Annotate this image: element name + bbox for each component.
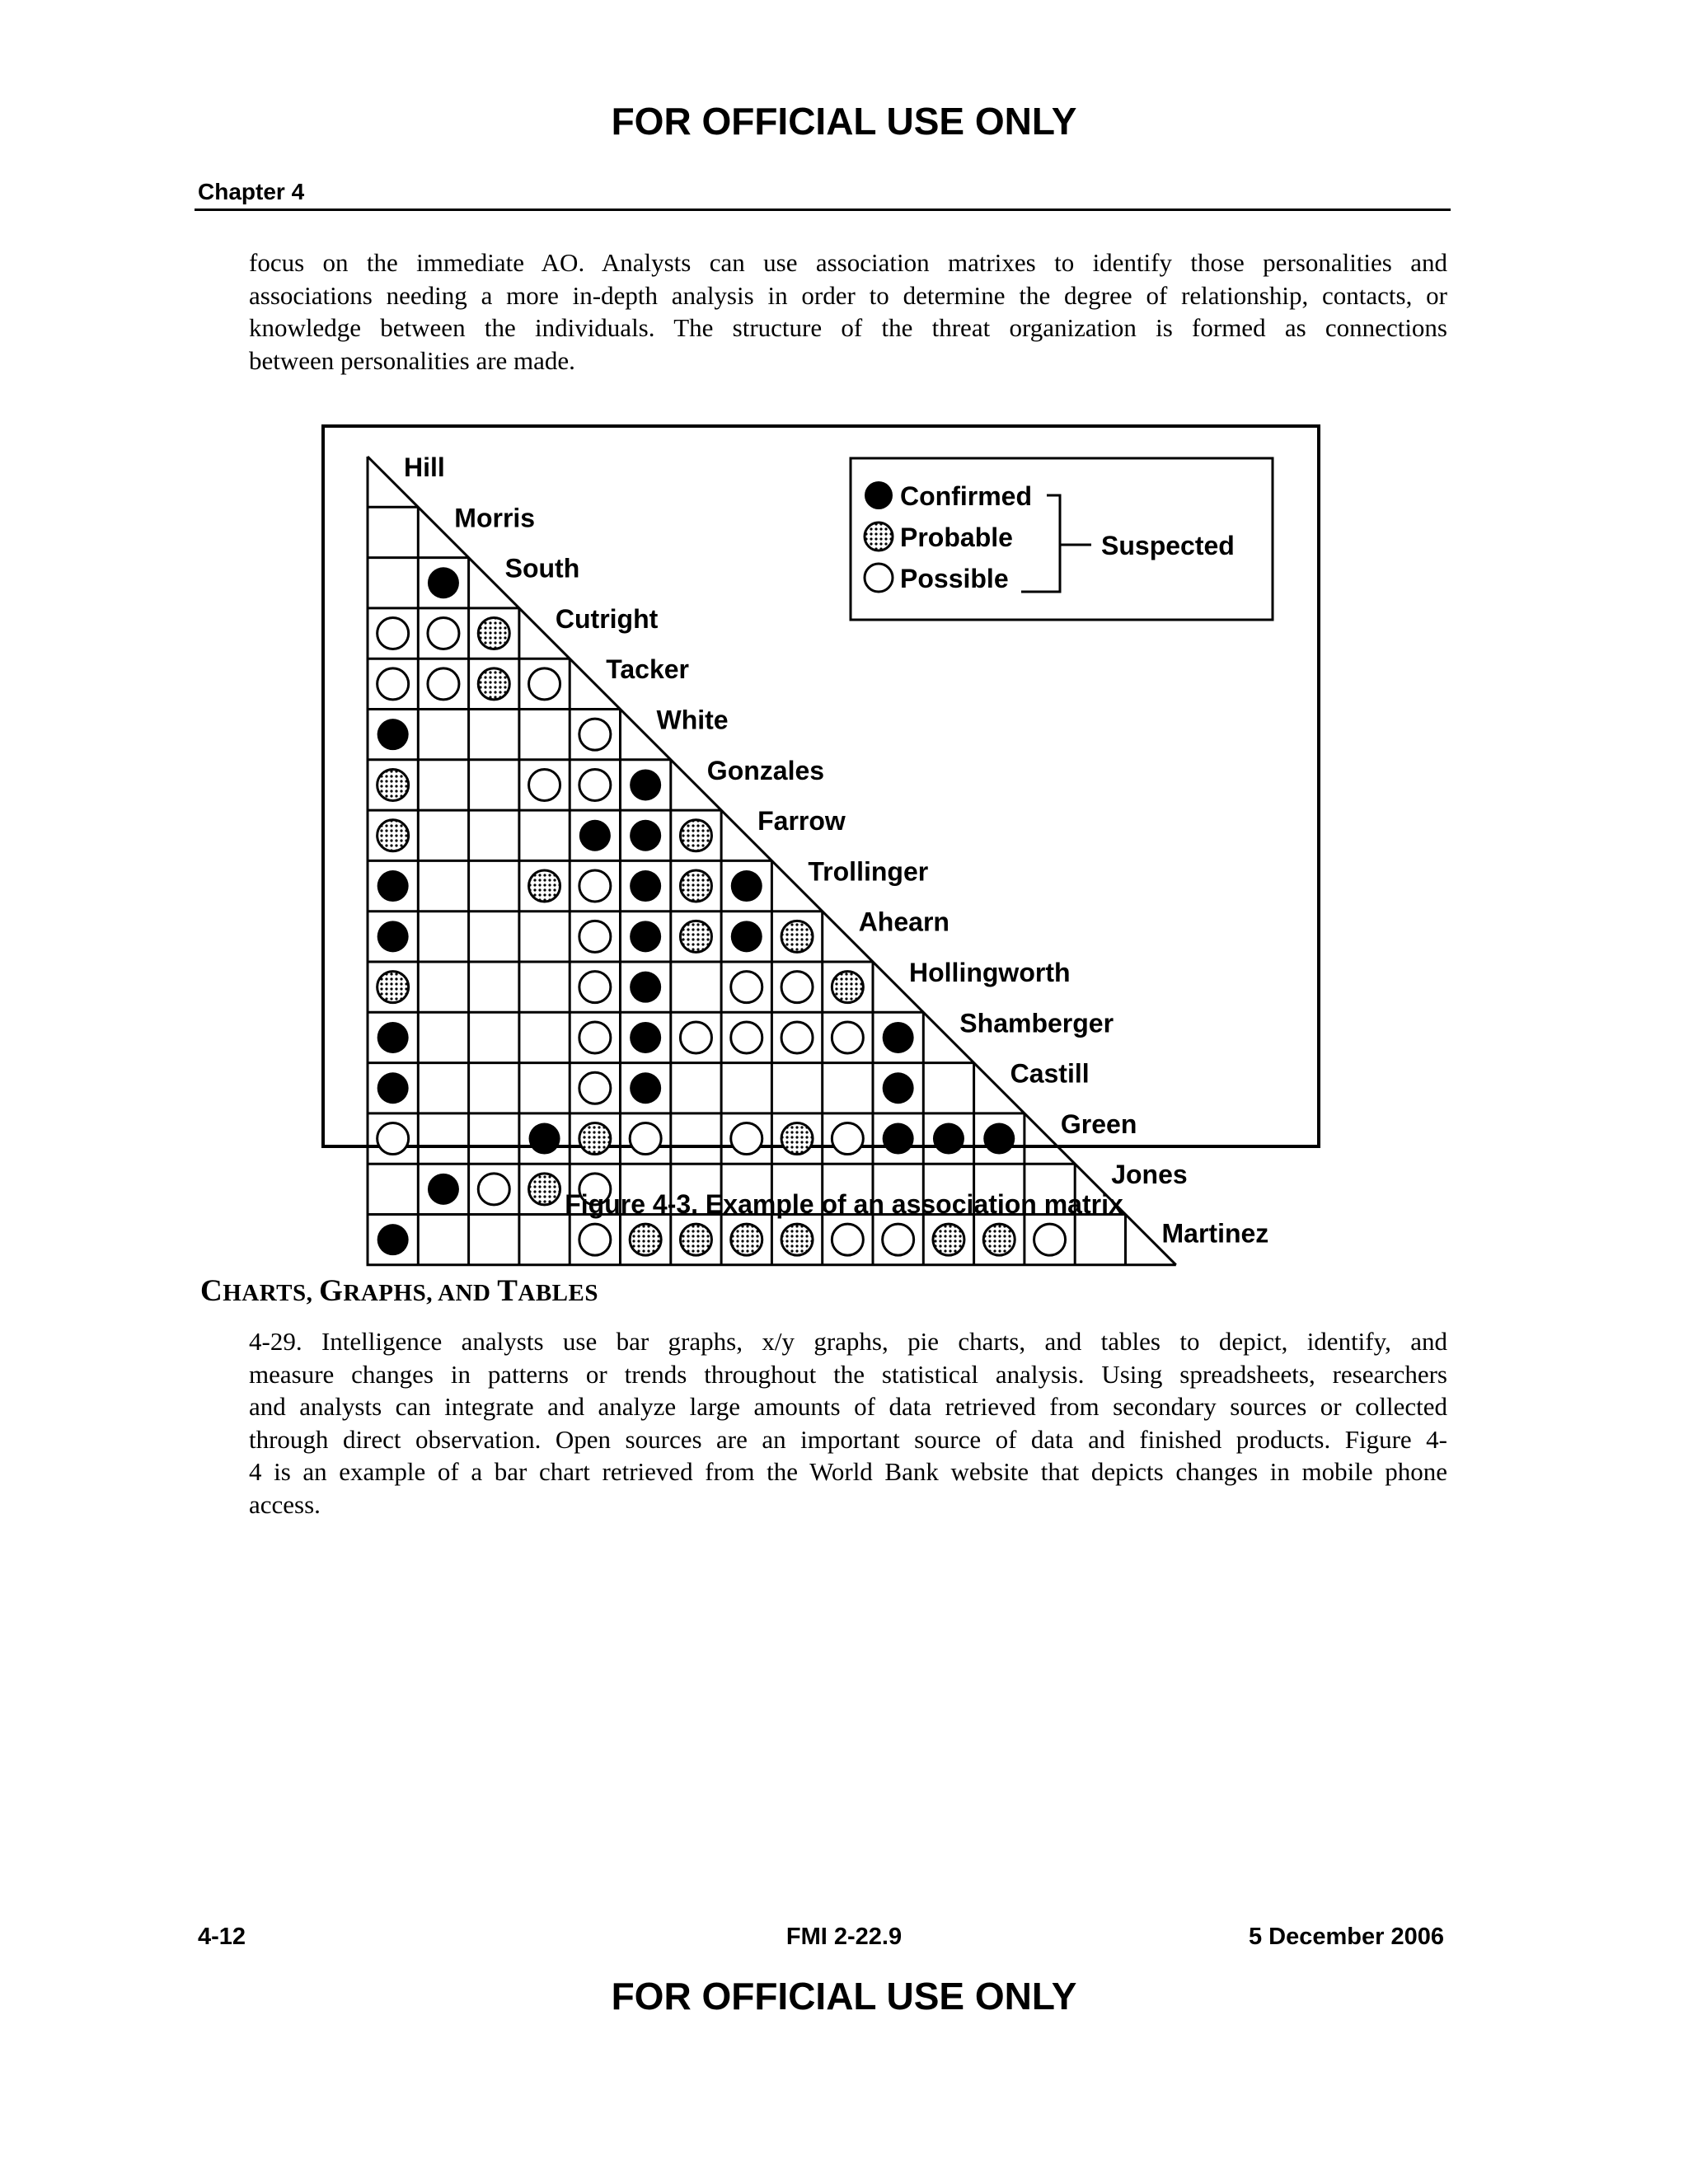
paragraph-line: access. — [249, 1489, 321, 1519]
legend-probable: Probable — [900, 523, 1013, 552]
possible-icon — [781, 1022, 813, 1053]
matrix-name-label: Jones — [1111, 1160, 1188, 1190]
confirmed-icon — [865, 481, 893, 509]
classification-banner-bottom: FOR OFFICIAL USE ONLY — [611, 1975, 1077, 2018]
matrix-name-label: Farrow — [757, 806, 846, 837]
possible-icon — [680, 1022, 711, 1053]
confirmed-icon — [983, 1123, 1015, 1155]
confirmed-icon — [630, 769, 661, 800]
confirmed-icon — [731, 870, 762, 902]
confirmed-icon — [377, 1072, 409, 1104]
possible-icon — [1034, 1224, 1066, 1255]
confirmed-icon — [377, 719, 409, 750]
confirmed-icon — [529, 1123, 560, 1155]
confirmed-icon — [428, 567, 459, 598]
probable-icon — [478, 618, 509, 649]
legend — [851, 458, 1273, 620]
footer-date: 5 December 2006 — [1249, 1924, 1444, 1950]
possible-icon — [832, 1224, 863, 1255]
matrix-name-label: Green — [1060, 1108, 1137, 1139]
probable-icon — [933, 1224, 964, 1255]
paragraph-line: 4-29. Intelligence analysts use bar graphs, x/y graphs, pie charts, and tables to depict, identify, and — [249, 1327, 1447, 1356]
probable-icon — [377, 820, 409, 851]
confirmed-icon — [630, 972, 661, 1003]
possible-icon — [377, 1123, 409, 1155]
probable-icon — [983, 1224, 1015, 1255]
probable-icon — [781, 1123, 813, 1155]
probable-icon — [680, 1224, 711, 1255]
paragraph-line: and analysts can integrate and analyze large amounts of data retrieved from secondary sources or collected — [249, 1392, 1447, 1421]
matrix-name-label: Hollingworth — [909, 958, 1071, 987]
probable-icon — [680, 820, 711, 851]
legend-confirmed: Confirmed — [900, 481, 1032, 511]
chapter-label: Chapter 4 — [198, 179, 305, 204]
possible-icon — [428, 618, 459, 649]
possible-icon — [731, 1022, 762, 1053]
heading-initial: C — [200, 1274, 223, 1308]
possible-icon — [731, 972, 762, 1003]
heading-smallcaps: RAPHS, AND — [343, 1280, 498, 1306]
possible-icon — [883, 1224, 914, 1255]
section-heading — [200, 1273, 598, 1309]
possible-icon — [579, 921, 611, 952]
matrix-name-label: Gonzales — [706, 755, 825, 785]
matrix-name-label: Tacker — [606, 654, 690, 685]
confirmed-icon — [630, 1022, 661, 1053]
heading-smallcaps: HARTS, — [223, 1280, 320, 1306]
confirmed-icon — [933, 1123, 964, 1155]
confirmed-icon — [883, 1072, 914, 1104]
probable-icon — [579, 1123, 611, 1155]
possible-icon — [731, 1123, 762, 1155]
possible-icon — [832, 1022, 863, 1053]
paragraph-line: 4 is an example of a bar chart retrieved from the World Bank website that depicts changes in mobile phone — [249, 1457, 1447, 1486]
footer-document-id: FMI 2-22.9 — [785, 1924, 903, 1950]
possible-icon — [781, 972, 813, 1003]
possible-icon — [377, 668, 409, 700]
probable-icon — [865, 523, 893, 551]
confirmed-icon — [630, 921, 661, 952]
confirmed-icon — [883, 1022, 914, 1053]
paragraph-line: associations needing a more in-depth analysis in order to determine the degree of relationship, contacts, or — [249, 280, 1447, 310]
heading-smallcaps: ABLES — [518, 1280, 598, 1306]
confirmed-icon — [630, 820, 661, 851]
possible-icon — [579, 972, 611, 1003]
matrix-name-label: Martinez — [1161, 1218, 1269, 1249]
confirmed-icon — [883, 1123, 914, 1155]
classification-banner-top: FOR OFFICIAL USE ONLY — [611, 100, 1077, 143]
possible-icon — [529, 769, 560, 800]
probable-icon — [377, 972, 409, 1003]
matrix-name-label: Trollinger — [808, 856, 929, 887]
matrix-name-label: Hill — [404, 452, 445, 482]
footer-page-number: 4-12 — [198, 1924, 246, 1950]
probable-icon — [781, 921, 813, 952]
legend-possible: Possible — [900, 564, 1009, 593]
matrix-name-label: Castill — [1010, 1058, 1090, 1089]
header-rule — [195, 209, 1451, 211]
probable-icon — [630, 1224, 661, 1255]
possible-icon — [529, 668, 560, 700]
probable-icon — [478, 668, 509, 700]
matrix-name-label: White — [656, 705, 729, 735]
legend-suspected: Suspected — [1101, 531, 1235, 560]
possible-icon — [377, 618, 409, 649]
probable-icon — [529, 870, 560, 902]
possible-icon — [428, 668, 459, 700]
confirmed-icon — [377, 1022, 409, 1053]
confirmed-icon — [630, 1072, 661, 1104]
matrix-name-label: Morris — [454, 503, 536, 533]
confirmed-icon — [579, 820, 611, 851]
possible-icon — [832, 1123, 863, 1155]
possible-icon — [579, 1072, 611, 1104]
probable-icon — [680, 870, 711, 902]
confirmed-icon — [731, 921, 762, 952]
paragraph-line: knowledge between the individuals. The structure of the threat organization is formed as connections — [249, 313, 1447, 342]
body-paragraph-2 — [249, 1325, 1447, 1521]
probable-icon — [832, 972, 863, 1003]
possible-icon — [579, 769, 611, 800]
figure-caption: Figure 4-3. Example of an association matrix — [565, 1189, 1123, 1219]
paragraph-line: between personalities are made. — [249, 345, 575, 375]
probable-icon — [377, 769, 409, 800]
paragraph-line: focus on the immediate AO. Analysts can use association matrixes to identify those personalities and — [249, 248, 1447, 277]
heading-initial: T — [497, 1274, 518, 1308]
confirmed-icon — [377, 1224, 409, 1255]
possible-icon — [579, 1022, 611, 1053]
matrix-name-label: Ahearn — [858, 907, 950, 937]
probable-icon — [680, 921, 711, 952]
matrix-name-label: Shamberger — [959, 1008, 1114, 1038]
possible-icon — [579, 870, 611, 902]
probable-icon — [781, 1224, 813, 1255]
matrix-name-label: Cutright — [555, 603, 659, 634]
possible-icon — [579, 719, 611, 750]
probable-icon — [731, 1224, 762, 1255]
possible-icon — [579, 1224, 611, 1255]
confirmed-icon — [377, 921, 409, 952]
confirmed-icon — [377, 870, 409, 902]
body-paragraph-1 — [249, 246, 1447, 377]
possible-icon — [630, 1123, 661, 1155]
paragraph-line: measure changes in patterns or trends throughout the statistical analysis. Using spreadsheets, researchers — [249, 1359, 1447, 1389]
heading-initial: G — [319, 1274, 344, 1308]
possible-icon — [865, 564, 893, 592]
matrix-name-label: South — [504, 553, 580, 583]
paragraph-line: through direct observation. Open sources are an important source of data and finished products. Figure 4- — [249, 1424, 1447, 1454]
confirmed-icon — [630, 870, 661, 902]
